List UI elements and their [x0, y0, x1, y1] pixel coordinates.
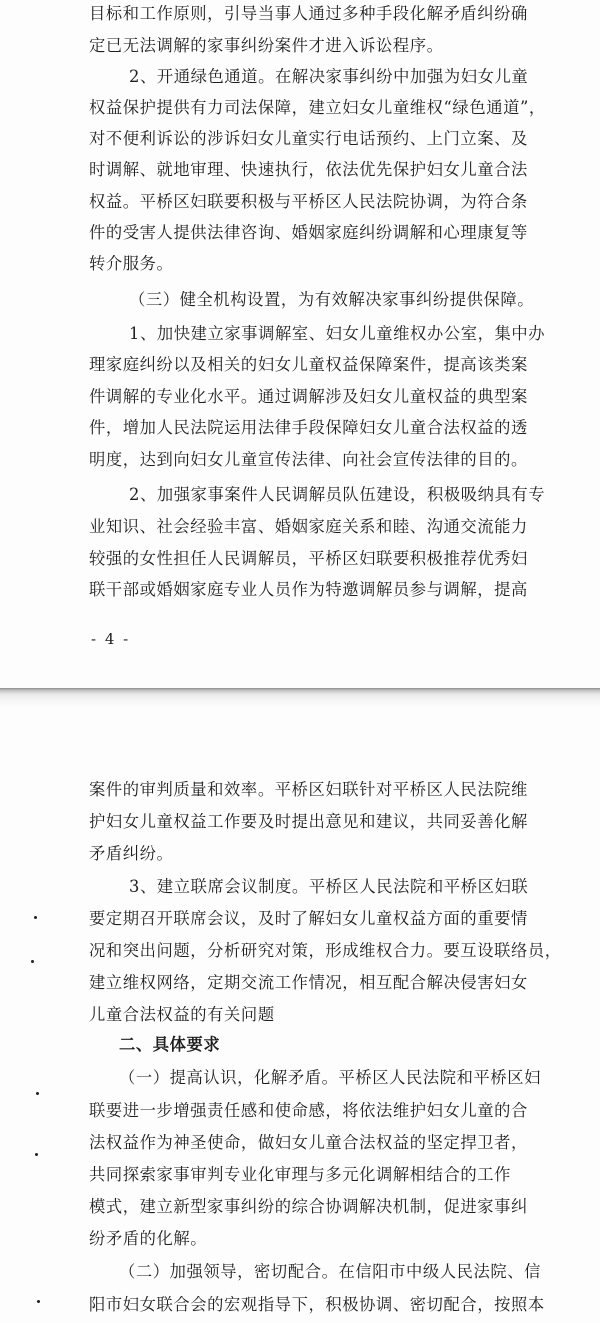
text-line: 理家庭纠纷以及相关的妇女儿童权益保障案件，提高该类案: [89, 355, 528, 374]
section-heading: 二、具体要求: [119, 1035, 221, 1054]
text-line: （二）加强领导，密切配合。在信阳市中级人民法院、信: [119, 1262, 542, 1281]
document-page-5: [0, 710, 600, 1323]
text-line: 儿童合法权益的有关问题: [89, 1005, 275, 1024]
text-line: 权益。平桥区妇联要积极与平桥区人民法院协调，为符合条: [89, 192, 528, 211]
text-line: 转介服务。: [89, 254, 174, 273]
text-line: 要定期召开联席会议，及时了解妇女儿童权益方面的重要情: [89, 909, 528, 928]
scan-speck: [31, 960, 34, 963]
text-line: 模式，建立新型家事纠纷的综合协调解决机制，促进家事纠: [89, 1197, 528, 1216]
text-line: 较强的女性担任人民调解员，平桥区妇联要积极推荐优秀妇: [89, 549, 528, 568]
text-line: 矛盾纠纷。: [89, 844, 174, 863]
text-line: 件，增加人民法院运用法律手段保障妇女儿童合法权益的透: [89, 418, 528, 437]
text-line: 况和突出问题，分析研究对策，形成维权合力。要互设联络员，: [89, 941, 562, 960]
text-line: （一）提高认识，化解矛盾。平桥区人民法院和平桥区妇: [119, 1068, 542, 1087]
text-line: 案件的审判质量和效率。平桥区妇联针对平桥区人民法院维: [89, 780, 528, 799]
text-line: 纷矛盾的化解。: [89, 1229, 208, 1248]
text-line: 联要进一步增强责任感和使命感，将依法维护妇女儿童的合: [89, 1101, 528, 1120]
text-line: 阳市妇女联合会的宏观指导下，积极协调、密切配合，按照本: [89, 1295, 545, 1314]
scan-speck: [34, 916, 37, 919]
text-line: 定已无法调解的家事纠纷案件才进入诉讼程序。: [89, 36, 444, 55]
text-line: 法权益作为神圣使命，做妇女儿童合法权益的坚定捍卫者，: [89, 1133, 528, 1152]
text-line: 共同探索家事审判专业化审理与多元化调解相结合的工作: [89, 1165, 512, 1184]
text-line: 对不便利诉讼的涉诉妇女儿童实行电话预约、上门立案、及: [89, 129, 528, 148]
page-separator: [0, 688, 600, 710]
text-line: 时调解、就地审理、快速执行，依法优先保护妇女儿童合法: [89, 160, 528, 179]
text-line: 权益保护提供有力司法保障，建立妇女儿童维权“绿色通道”，: [89, 98, 546, 117]
text-line: 2、开通绿色通道。在解决家事纠纷中加强为妇女儿童: [129, 67, 529, 86]
text-line: 3、建立联席会议制度。平桥区人民法院和平桥区妇联: [129, 877, 529, 896]
text-line: 1、加快建立家事调解室、妇女儿童维权办公室，集中办: [129, 324, 546, 343]
scan-speck: [36, 1092, 39, 1095]
text-line: 2、加强家事案件人民调解员队伍建设，积极吸纳具有专: [129, 485, 546, 504]
page-number: - 4 -: [91, 630, 131, 648]
text-line: 目标和工作原则，引导当事人通过多种手段化解矛盾纠纷确: [89, 4, 528, 23]
text-line: 建立维权网络，定期交流工作情况，相互配合解决侵害妇女: [89, 973, 528, 992]
text-line: 业知识、社会经验丰富、婚姻家庭关系和睦、沟通交流能力: [89, 517, 528, 536]
scan-speck: [37, 1300, 40, 1303]
scan-speck: [35, 1153, 38, 1156]
text-line: 护妇女儿童权益工作要及时提出意见和建议，共同妥善化解: [89, 812, 528, 831]
section-heading: （三）健全机构设置，为有效解决家事纠纷提供保障。: [129, 290, 535, 309]
text-line: 件的受害人提供法律咨询、婚姻家庭纠纷调解和心理康复等: [89, 223, 528, 242]
text-line: 明度，达到向妇女儿童宣传法律、向社会宣传法律的目的。: [89, 450, 528, 469]
text-line: 联干部或婚姻家庭专业人员作为特邀调解员参与调解，提高: [89, 580, 528, 599]
text-line: 件调解的专业化水平。通过调解涉及妇女儿童权益的典型案: [89, 387, 528, 406]
